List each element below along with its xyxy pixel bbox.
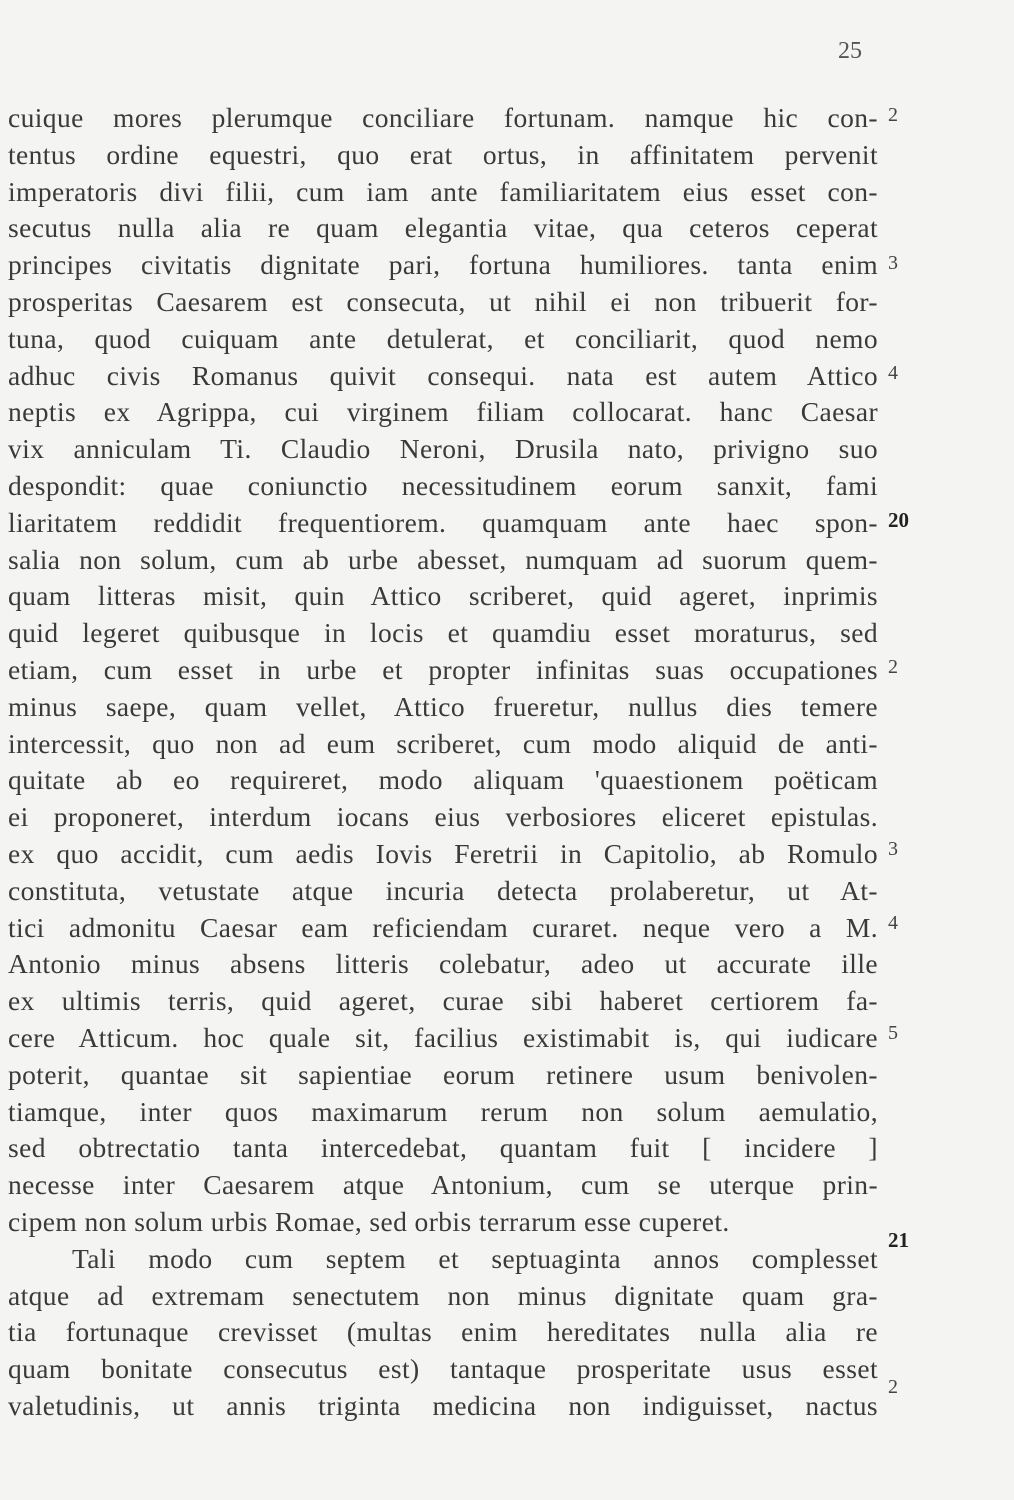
text-line: tici admonitu Caesar eam reficiendam curaret. neque vero a M. xyxy=(8,911,878,943)
text-line: necesse inter Caesarem atque Antonium, cum se uterque prin- xyxy=(8,1169,878,1201)
text-line: vix anniculam Ti. Claudio Neroni, Drusila nato, privigno suo xyxy=(8,433,878,465)
text-line: principes civitatis dignitate pari, fortuna humiliores. tanta enim xyxy=(8,249,878,281)
text-line: sed obtrectatio tanta intercedebat, quantam fuit [ incidere ] xyxy=(8,1132,878,1164)
text-line: quam litteras misit, quin Attico scriberet, quid ageret, inprimis xyxy=(8,580,878,612)
text-line: despondit: quae coniunctio necessitudinem eorum sanxit, fami xyxy=(8,469,878,501)
section-number: 4 xyxy=(888,362,898,384)
text-line: quid legeret quibusque in locis et quamdiu esset moraturus, sed xyxy=(8,617,878,649)
text-line: imperatoris divi filii, cum iam ante familiaritatem eius esset con- xyxy=(8,175,878,207)
text-line: salia non solum, cum ab urbe abesset, numquam ad suorum quem- xyxy=(8,543,878,575)
text-line: ex quo accidit, cum aedis Iovis Feretrii in Capitolio, ab Romulo xyxy=(8,837,878,869)
body-text xyxy=(8,100,878,1425)
section-number: 2 xyxy=(888,104,898,126)
page-number: 25 xyxy=(838,38,862,64)
text-line: cipem non solum urbis Romae, sed orbis terrarum esse cuperet. xyxy=(8,1205,730,1237)
text-line: quitate ab eo requireret, modo aliquam 'quaestionem poëticam xyxy=(8,764,878,796)
text-line: ei proponeret, interdum iocans eius verbosiores eliceret epistulas. xyxy=(8,801,878,833)
text-line: adhuc civis Romanus quivit consequi. nata est autem Attico xyxy=(8,359,878,391)
text-line: intercessit, quo non ad eum scriberet, cum modo aliquid de anti- xyxy=(8,727,878,759)
text-line: tia fortunaque crevisset (multas enim hereditates nulla alia re xyxy=(8,1316,878,1348)
text-line: Tali modo cum septem et septuaginta annos complesset xyxy=(72,1242,878,1274)
text-line: constituta, vetustate atque incuria detecta prolaberetur, ut At- xyxy=(8,874,878,906)
text-line: Antonio minus absens litteris colebatur, adeo ut accurate ille xyxy=(8,948,878,980)
section-number: 3 xyxy=(888,252,898,274)
section-number: 2 xyxy=(888,656,898,678)
section-number: 2 xyxy=(888,1376,898,1398)
text-line: tiamque, inter quos maximarum rerum non solum aemulatio, xyxy=(8,1095,878,1127)
text-line: ex ultimis terris, quid ageret, curae sibi haberet certiorem fa- xyxy=(8,985,878,1017)
text-line: atque ad extremam senectutem non minus dignitate quam gra- xyxy=(8,1279,878,1311)
text-line: minus saepe, quam vellet, Attico frueretur, nullus dies temere xyxy=(8,690,878,722)
text-line: quam bonitate consecutus est) tantaque prosperitate usus esset xyxy=(8,1353,878,1385)
text-line: cere Atticum. hoc quale sit, facilius existimabit is, qui iudicare xyxy=(8,1021,878,1053)
text-line: tuna, quod cuiquam ante detulerat, et conciliarit, quod nemo xyxy=(8,322,878,354)
chapter-number: 20 xyxy=(888,508,909,532)
text-line: prosperitas Caesarem est consecuta, ut nihil ei non tribuerit for- xyxy=(8,285,878,317)
chapter-number: 21 xyxy=(888,1228,909,1252)
text-line: tentus ordine equestri, quo erat ortus, in affinitatem pervenit xyxy=(8,138,878,170)
text-line: secutus nulla alia re quam elegantia vitae, qua ceteros ceperat xyxy=(8,212,878,244)
section-number: 3 xyxy=(888,838,898,860)
text-line: poterit, quantae sit sapientiae eorum retinere usum benivolen- xyxy=(8,1058,878,1090)
section-number: 5 xyxy=(888,1022,898,1044)
text-line: valetudinis, ut annis triginta medicina non indiguisset, nactus xyxy=(8,1389,878,1421)
text-line: etiam, cum esset in urbe et propter infinitas suas occupationes xyxy=(8,653,878,685)
text-line: liaritatem reddidit frequentiorem. quamquam ante haec spon- xyxy=(8,506,878,538)
section-number: 4 xyxy=(888,912,898,934)
text-line: cuique mores plerumque conciliare fortunam. namque hic con- xyxy=(8,102,878,133)
text-line: neptis ex Agrippa, cui virginem filiam collocarat. hanc Caesar xyxy=(8,396,878,428)
